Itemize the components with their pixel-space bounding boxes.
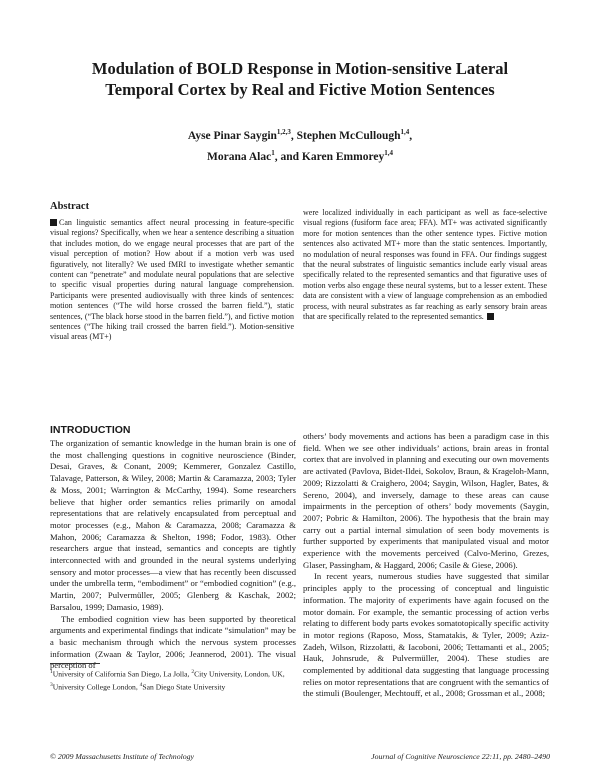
paper-title [40, 58, 560, 100]
body-paragraph: The organization of semantic knowledge in the human brain is one of the most challenging questions in cognitive neuroscience (Binder, Desai, Graves, & Conant, 2009; Kemmerer, Gonzalez Castillo, Talavage, Patterson, & Wiley, 2008; Martin & Caramazza, 2003; Tyler & Moss, 2001; Warrington & McCarthy, 1994). Some researchers believe that higher order semantics relies primarily on amodal representations that are relatively encapsulated from perceptual and motor processes (e.g., Mahon & Caramazza, 2008; Caramazza & Mahon, 2006; Caramazza & Shelton, 1998; Fodor, 1983). Other researchers argue that instead, semantics and concepts are tightly interconnected with and grounded in the neural systems underlying sensory and motor processes—a view that has recently been discussed under the umbrella term, “embodiment” or “embodied cognition” (e.g., Martin, 2007; Pulvermüller, 2005; Glenberg & Kaschak, 2002; Barsalou, 1999; Damasio, 1989). [50, 438, 296, 612]
copyright-notice: © 2009 Massachusetts Institute of Technology [50, 752, 195, 761]
square-bullet-icon [50, 219, 57, 226]
footnote-marker: 2 [191, 669, 195, 675]
body-column-left [50, 438, 296, 672]
abstract-column-right [303, 208, 547, 322]
author-separator: , and [274, 150, 302, 163]
author-name: Morana Alac [207, 150, 272, 163]
paper-title-line-2: Temporal Cortex by Real and Fictive Motion Sentences [105, 80, 495, 99]
author-list [60, 124, 540, 166]
body-paragraph: others’ body movements and actions has been a paradigm case in this field. When we see other individuals’ actions, brain areas in frontal cortex that are involved in planning and executing our own movements are activated (Pavlova, Bidet-Ildei, Sokolov, Braun, & Krageloh-Mann, 2009; Rizzolatti & Craighero, 2004; Saygin, Wilson, Hagler, Bates, & Sereno, 2004), and inversely, damage to these areas can cause impairments in the perception of others’ body movements (Saygin, 2007; Pobric & Hamilton, 2006). The hypothesis that the brain may carry out a partial internal simulation of seen body movements is further supported by experiments that manipulated visual and motor experience with the movements perceived (Calvo-Merino, Grezes, Glaser, Passingham, & Haggard, 2006; Casile & Giese, 2006). [303, 431, 549, 570]
footnote-text: University College London, [52, 682, 140, 692]
paper-title-line-1: Modulation of BOLD Response in Motion-sensitive Lateral [91, 59, 509, 78]
author-name: Karen Emmorey [301, 150, 385, 163]
author-name: Stephen McCullough [296, 129, 401, 142]
footnote-marker: 4 [139, 681, 143, 688]
author-separator: , [290, 129, 297, 142]
section-heading-introduction: INTRODUCTION [50, 424, 131, 436]
footnote-text: San Diego State University [142, 682, 226, 692]
abstract-heading: Abstract [50, 201, 90, 212]
abstract-text-right: were localized individually in each participant as well as face-selective visual regions (fusiform face area; FFA). MT+ was activated significantly more for motion sentences than the other sentence types. Fictive motion sentences also activated MT+ more than the static sentences. Importantly, no modulation of neural responses was found in FFA. Our findings suggest that the neural substrates of linguistic semantics include early visual areas specifically related to the represented semantics and that figurative uses of motion verbs also engage these neural systems, but to a lesser extent. These data are consistent with a view of language comprehension as an embodied process, with neural substrates as far reaching as early sensory brain areas that are specifically related to the represented semantics. [303, 208, 547, 322]
author-affiliation: 1 [271, 148, 275, 157]
body-paragraph: In recent years, numerous studies have suggested that similar principles apply to the processing of conceptual and linguistic information. The majority of experiments have again focused on the motor domain. For example, the semantic processing of action verbs relating to different body parts evokes somatotopically specific activity in motor regions (Raposo, Moss, Stamatakis, & Tyler, 2009; Aziz-Zadeh, Wilson, Rizzolatti, & Iacoboni, 2006; Tettamanti et al., 2005; Hauk, Johnsrude, & Pulvermüller, 2004). These studies are complemented by additional data suggesting that language processing relies on motor representations that are congruent with the semantics of the stimuli (Boulenger, Mechtouff, et al., 2008; Grossman et al., 2008; [303, 571, 549, 699]
body-column-right [303, 431, 549, 700]
footnote-marker: 3 [50, 681, 53, 688]
body-paragraph: The embodied cognition view has been supported by theoretical arguments and experimental findings that indicate “simulation” may be a basic mechanism through which the nervous system processes information (Zwaan & Taylor, 2006; Jeannerod, 2001). The visual perception of [50, 613, 296, 671]
author-affiliation: 1,4 [384, 148, 393, 157]
abstract-column-left [50, 218, 294, 343]
journal-citation: Journal of Cognitive Neuroscience 22:11, pp. 2480–2490 [371, 752, 550, 761]
author-name: Ayse Pinar Saygin [187, 129, 277, 142]
affiliation-footnote [50, 667, 296, 692]
footnote-divider [50, 663, 100, 664]
square-end-mark-icon [487, 313, 494, 320]
abstract-text-left: Can linguistic semantics affect neural processing in feature-specific visual regions? Specifically, when we hear a sentence describing a situation that includes motion, do we engage neural processes that are part of the visual perception of motion? How about if a motion verb was used figuratively, not literally? We used fMRI to investigate whether semantic content can “penetrate” and modulate neural populations that are selective to specific visual properties during natural language comprehension. Participants were presented audiovisually with three kinds of sentences: motion sentences (“The wild horse crossed the barren field.”), static sentences, (“The black horse stood in the barren field.”), and fictive motion sentences (“The hiking trail crossed the barren field.”). Motion-sensitive visual areas (MT+) [50, 218, 294, 342]
footnote-marker: 1 [50, 669, 53, 675]
footnote-text: University of California San Diego, La Jolla, [52, 669, 192, 679]
author-separator: , [409, 129, 413, 142]
author-affiliation: 1,2,3 [276, 128, 291, 136]
author-affiliation: 1,4 [400, 128, 410, 136]
footnote-text: City University, London, UK, [194, 669, 285, 679]
